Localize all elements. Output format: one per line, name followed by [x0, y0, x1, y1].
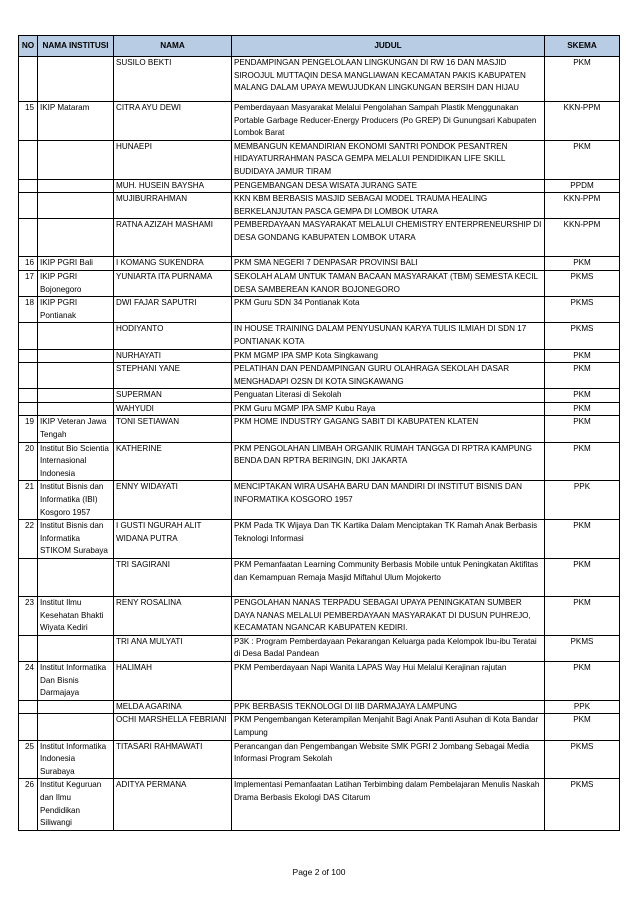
cell-skema: KKN-PPM: [545, 193, 620, 219]
cell-institusi: [38, 700, 114, 714]
cell-judul: PPK BERBASIS TEKNOLOGI DI IIB DARMAJAYA LAMPUNG: [232, 700, 545, 714]
cell-skema: PKMS: [545, 323, 620, 349]
table-row: [19, 257, 620, 271]
cell-nama: MELDA AGARINA: [114, 700, 232, 714]
table-row: [19, 597, 620, 636]
cell-no: [19, 323, 38, 349]
cell-no: [19, 402, 38, 416]
cell-judul: PKM HOME INDUSTRY GAGANG SABIT DI KABUPATEN KLATEN: [232, 416, 545, 442]
col-header-judul: JUDUL: [232, 36, 545, 57]
cell-skema: PKM: [545, 442, 620, 481]
table-row: [19, 363, 620, 389]
cell-no: 21: [19, 481, 38, 520]
table-row: [19, 193, 620, 219]
cell-judul: Penguatan Literasi di Sekolah: [232, 389, 545, 403]
cell-judul: Implementasi Pemanfaatan Latihan Terbimbing dalam Pembelajaran Menulis Naskah Drama Berbasis Ekologi DAS Citarum: [232, 779, 545, 831]
table-row: [19, 297, 620, 323]
table-row: [19, 700, 620, 714]
table-row: [19, 661, 620, 700]
cell-nama: NURHAYATI: [114, 349, 232, 363]
cell-nama: MUJIBURRAHMAN: [114, 193, 232, 219]
cell-no: 18: [19, 297, 38, 323]
table-row: [19, 416, 620, 442]
cell-skema: PKM: [545, 57, 620, 102]
cell-judul: PKM Guru SDN 34 Pontianak Kota: [232, 297, 545, 323]
cell-judul: KKN KBM BERBASIS MASJID SEBAGAI MODEL TRAUMA HEALING BERKELANJUTAN PASCA GEMPA DI LOMBOK UTARA: [232, 193, 545, 219]
cell-institusi: [38, 402, 114, 416]
cell-skema: PKM: [545, 597, 620, 636]
cell-no: 23: [19, 597, 38, 636]
col-header-no: NO: [19, 36, 38, 57]
cell-judul: Perancangan dan Pengembangan Website SMK PGRI 2 Jombang Sebagai Media Informasi Program Sekolah: [232, 740, 545, 779]
cell-institusi: Institut Keguruan dan Ilmu Pendidikan Siliwangi: [38, 779, 114, 831]
table-row: [19, 714, 620, 740]
cell-skema: PKMS: [545, 779, 620, 831]
cell-skema: PKMS: [545, 740, 620, 779]
cell-judul: PEMBERDAYAAN MASYARAKAT MELALUI CHEMISTRY ENTERPRENEURSHIP DI DESA GONDANG KABUPATEN LOMBOK UTARA: [232, 219, 545, 257]
col-header-skema: SKEMA: [545, 36, 620, 57]
table-header-row: [19, 36, 620, 57]
cell-no: [19, 179, 38, 193]
cell-no: [19, 219, 38, 257]
cell-nama: DWI FAJAR SAPUTRI: [114, 297, 232, 323]
table-row: [19, 442, 620, 481]
cell-nama: WAHYUDI: [114, 402, 232, 416]
table-row: [19, 102, 620, 141]
cell-skema: PKM: [545, 714, 620, 740]
table-row: [19, 635, 620, 661]
cell-no: [19, 700, 38, 714]
cell-no: 19: [19, 416, 38, 442]
cell-judul: Pemberdayaan Masyarakat Melalui Pengolahan Sampah Plastik Menggunakan Portable Garbage Reducer-Energy Producers (Po GREP) Di Gunungsari Kabupaten Lombok Barat: [232, 102, 545, 141]
cell-skema: PKM: [545, 661, 620, 700]
cell-judul: MEMBANGUN KEMANDIRIAN EKONOMI SANTRI PONDOK PESANTREN HIDAYATURRAHMAN PASCA GEMPA MELALUI PENDIDIKAN LIFE SKILL BUDIDAYA JAMUR TIRAM: [232, 140, 545, 179]
cell-institusi: [38, 559, 114, 597]
table-row: [19, 349, 620, 363]
cell-nama: I GUSTI NGURAH ALIT WIDANA PUTRA: [114, 520, 232, 559]
cell-institusi: IKIP Veteran Jawa Tengah: [38, 416, 114, 442]
col-header-institusi: NAMA INSTITUSI: [38, 36, 114, 57]
cell-nama: I KOMANG SUKENDRA: [114, 257, 232, 271]
cell-no: 24: [19, 661, 38, 700]
cell-judul: PKM SMA NEGERI 7 DENPASAR PROVINSI BALI: [232, 257, 545, 271]
table-row: [19, 140, 620, 179]
cell-judul: PKM Pada TK Wijaya Dan TK Kartika Dalam Menciptakan TK Ramah Anak Berbasis Teknologi Informasi: [232, 520, 545, 559]
cell-judul: PENDAMPINGAN PENGELOLAAN LINGKUNGAN DI RW 16 DAN MASJID SIROOJUL MUTTAQIN DESA MANGLIAWAN KECAMATAN PAKIS KABUPATEN MALANG DALAM UPAYA MEWUJUDKAN LINGKUNGAN BERSIH DAN HIJAU: [232, 57, 545, 102]
cell-skema: PKM: [545, 402, 620, 416]
cell-no: 15: [19, 102, 38, 141]
table-row: [19, 520, 620, 559]
cell-nama: KATHERINE: [114, 442, 232, 481]
cell-institusi: Institut Bisnis dan Informatika STIKOM Surabaya: [38, 520, 114, 559]
cell-judul: PKM MGMP IPA SMP Kota Singkawang: [232, 349, 545, 363]
cell-nama: SUPERMAN: [114, 389, 232, 403]
cell-institusi: [38, 363, 114, 389]
cell-no: [19, 714, 38, 740]
table-row: [19, 402, 620, 416]
cell-nama: RATNA AZIZAH MASHAMI: [114, 219, 232, 257]
data-table: [18, 35, 620, 831]
cell-judul: PKM PENGOLAHAN LIMBAH ORGANIK RUMAH TANGGA DI RPTRA KAMPUNG BENDA DAN RPTRA BERINGIN, DKI JAKARTA: [232, 442, 545, 481]
cell-skema: PPDM: [545, 179, 620, 193]
table-row: [19, 219, 620, 257]
cell-institusi: [38, 219, 114, 257]
cell-nama: RENY ROSALINA: [114, 597, 232, 636]
cell-nama: HODIYANTO: [114, 323, 232, 349]
cell-institusi: IKIP Mataram: [38, 102, 114, 141]
cell-nama: MUH. HUSEIN BAYSHA: [114, 179, 232, 193]
cell-institusi: [38, 179, 114, 193]
cell-skema: PKM: [545, 363, 620, 389]
cell-no: 26: [19, 779, 38, 831]
cell-judul: PENGOLAHAN NANAS TERPADU SEBAGAI UPAYA PENINGKATAN SUMBER DAYA NANAS MELALUI PEMBERDAYAAN MASYARAKAT DI DUSUN PUHREJO, KECAMATAN NGANCAR KABUPATEN KEDIRI.: [232, 597, 545, 636]
cell-judul: PKM Pemanfaatan Learning Community Berbasis Mobile untuk Peningkatan Aktifitas dan Kemampuan Remaja Masjid Miftahul Ulum Mojokerto: [232, 559, 545, 597]
cell-nama: TONI SETIAWAN: [114, 416, 232, 442]
cell-skema: PKM: [545, 389, 620, 403]
cell-skema: PKM: [545, 559, 620, 597]
cell-nama: ADITYA PERMANA: [114, 779, 232, 831]
table-row: [19, 270, 620, 296]
cell-no: [19, 389, 38, 403]
cell-skema: PKMS: [545, 297, 620, 323]
cell-institusi: Institut Informatika Indonesia Surabaya: [38, 740, 114, 779]
cell-judul: P3K : Program Pemberdayaan Pekarangan Keluarga pada Kelompok Ibu-ibu Teratai di Desa Badal Pandean: [232, 635, 545, 661]
cell-judul: IN HOUSE TRAINING DALAM PENYUSUNAN KARYA TULIS ILMIAH DI SDN 17 PONTIANAK KOTA: [232, 323, 545, 349]
cell-institusi: Institut Bio Scientia Internasional Indonesia: [38, 442, 114, 481]
cell-nama: YUNIARTA ITA PURNAMA: [114, 270, 232, 296]
table-row: [19, 57, 620, 102]
cell-skema: KKN-PPM: [545, 219, 620, 257]
cell-no: [19, 559, 38, 597]
cell-no: [19, 635, 38, 661]
cell-institusi: [38, 389, 114, 403]
cell-judul: PKM Guru MGMP IPA SMP Kubu Raya: [232, 402, 545, 416]
cell-institusi: IKIP PGRI Bojonegoro: [38, 270, 114, 296]
page-footer: Page 2 of 100: [292, 867, 346, 877]
cell-nama: TRI ANA MULYATI: [114, 635, 232, 661]
cell-no: 20: [19, 442, 38, 481]
table-row: [19, 481, 620, 520]
cell-institusi: [38, 57, 114, 102]
cell-judul: PENGEMBANGAN DESA WISATA JURANG SATE: [232, 179, 545, 193]
cell-nama: TRI SAGIRANI: [114, 559, 232, 597]
cell-skema: PKMS: [545, 635, 620, 661]
cell-judul: MENCIPTAKAN WIRA USAHA BARU DAN MANDIRI DI INSTITUT BISNIS DAN INFORMATIKA KOSGORO 1957: [232, 481, 545, 520]
cell-skema: PKM: [545, 257, 620, 271]
cell-no: [19, 349, 38, 363]
cell-institusi: [38, 714, 114, 740]
cell-no: [19, 140, 38, 179]
cell-no: [19, 193, 38, 219]
cell-nama: STEPHANI YANE: [114, 363, 232, 389]
table-row: [19, 389, 620, 403]
cell-institusi: [38, 323, 114, 349]
cell-skema: PKM: [545, 416, 620, 442]
cell-nama: ENNY WIDAYATI: [114, 481, 232, 520]
cell-nama: HUNAEPI: [114, 140, 232, 179]
cell-judul: PELATIHAN DAN PENDAMPINGAN GURU OLAHRAGA SEKOLAH DASAR MENGHADAPI O2SN DI KOTA SINGKAWANG: [232, 363, 545, 389]
cell-no: 22: [19, 520, 38, 559]
cell-institusi: [38, 140, 114, 179]
cell-institusi: Institut Bisnis dan Informatika (IBI) Kosgoro 1957: [38, 481, 114, 520]
cell-no: 17: [19, 270, 38, 296]
cell-skema: KKN-PPM: [545, 102, 620, 141]
table-row: [19, 323, 620, 349]
cell-no: [19, 57, 38, 102]
cell-institusi: [38, 193, 114, 219]
cell-skema: PKM: [545, 520, 620, 559]
cell-skema: PKMS: [545, 270, 620, 296]
table-row: [19, 179, 620, 193]
cell-no: [19, 363, 38, 389]
cell-skema: PKM: [545, 140, 620, 179]
cell-institusi: Institut Informatika Dan Bisnis Darmajaya: [38, 661, 114, 700]
cell-institusi: Institut Ilmu Kesehatan Bhakti Wiyata Kediri: [38, 597, 114, 636]
cell-skema: PPK: [545, 700, 620, 714]
table-row: [19, 779, 620, 831]
cell-judul: PKM Pemberdayaan Napi Wanita LAPAS Way Hui Melalui Kerajinan rajutan: [232, 661, 545, 700]
cell-skema: PKM: [545, 349, 620, 363]
cell-nama: CITRA AYU DEWI: [114, 102, 232, 141]
cell-institusi: [38, 349, 114, 363]
cell-judul: SEKOLAH ALAM UNTUK TAMAN BACAAN MASYARAKAT (TBM) SEMESTA KECIL DESA SAMBEREAN KANOR BOJONEGORO: [232, 270, 545, 296]
cell-institusi: IKIP PGRI Bali: [38, 257, 114, 271]
col-header-nama: NAMA: [114, 36, 232, 57]
cell-skema: PPK: [545, 481, 620, 520]
cell-institusi: IKIP PGRI Pontianak: [38, 297, 114, 323]
table-row: [19, 559, 620, 597]
cell-nama: OCHI MARSHELLA FEBRIANI: [114, 714, 232, 740]
cell-nama: TITASARI RAHMAWATI: [114, 740, 232, 779]
cell-nama: HALIMAH: [114, 661, 232, 700]
table-row: [19, 740, 620, 779]
cell-judul: PKM Pengembangan Keterampilan Menjahit Bagi Anak Panti Asuhan di Kota Bandar Lampung: [232, 714, 545, 740]
cell-institusi: [38, 635, 114, 661]
cell-nama: SUSILO BEKTI: [114, 57, 232, 102]
cell-no: 16: [19, 257, 38, 271]
cell-no: 25: [19, 740, 38, 779]
